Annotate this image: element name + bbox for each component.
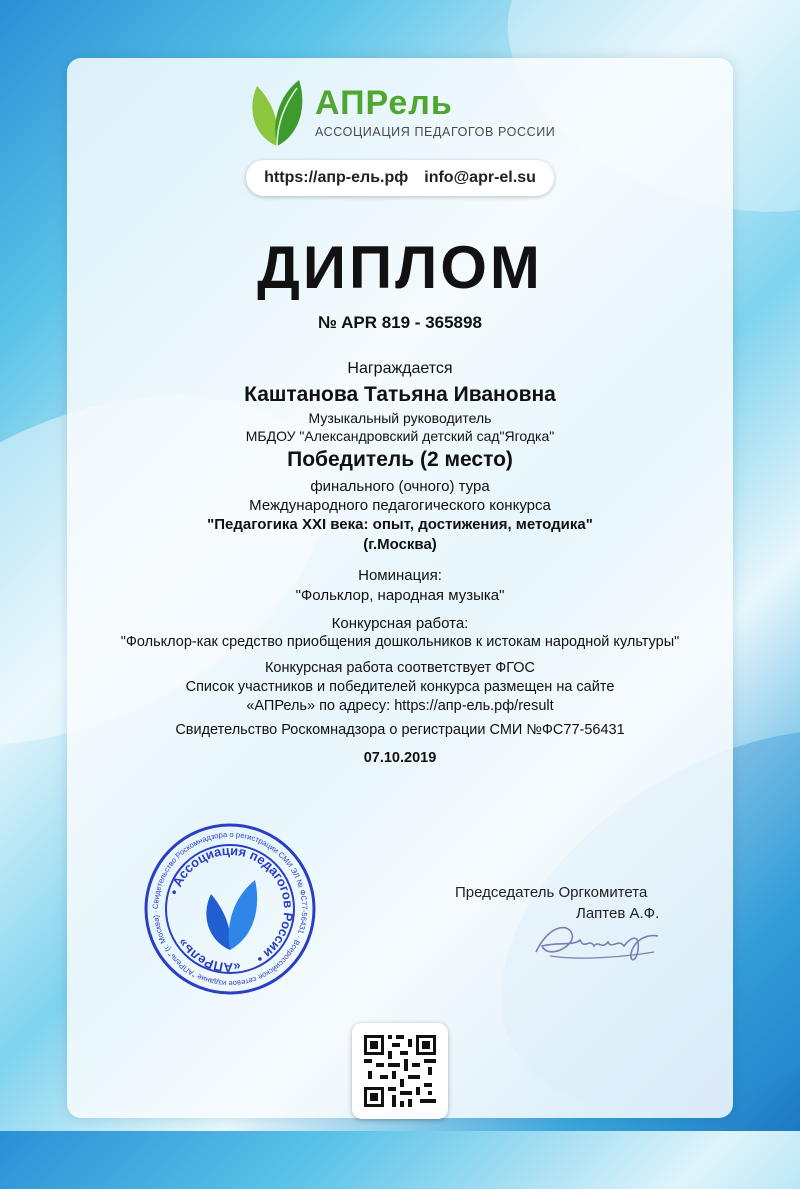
contest-city: (г.Москва) [363,536,437,553]
organization-stamp [143,822,317,996]
recipient-position: Музыкальный руководитель [308,410,492,426]
registration-statement: Свидетельство Роскомнадзора о регистрации СМИ №ФС77-56431 [175,722,625,738]
organization-logo [247,78,557,150]
organization-name: АПРель [315,84,453,122]
work-title: "Фольклор-как средство приобщения дошкольников к истокам народной культуры" [120,634,680,650]
signatory-name: Лаптев А.Ф. [576,905,660,922]
diploma-number: № APR 819 - 365898 [318,313,482,332]
contest-round: финального (очного) тура [310,478,490,495]
fgos-statement: Конкурсная работа соответствует ФГОС [264,660,536,676]
results-list-line2: «АПРель» по адресу: https://апр-ель.рф/result [246,698,554,714]
stamp-main-text: • Ассоциация педагогов России • [166,842,297,967]
nomination-value: "Фольклор, народная музыка" [295,587,505,604]
stamp-ring-text: Свидетельство Роскомнадзора о регистрации СМИ ЭЛ № ФС77-56431 · Всероссийское сетевое издание "АПРель" (г. Москва) · [150,829,310,989]
work-label: Конкурсная работа: [331,615,469,632]
leaf-logo-icon [247,78,307,148]
diploma-title: ДИПЛОМ [257,234,543,301]
signatory-role: Председатель Оргкомитета [455,884,648,901]
place-award: Победитель (2 место) [287,448,513,471]
stamp-leaf-icon [206,880,257,950]
results-list-line1: Список участников и победителей конкурса размещен на сайте [185,679,615,695]
email-link[interactable]: info@apr-el.su [424,169,536,186]
nomination-label: Номинация: [358,567,442,584]
diploma-date: 07.10.2019 [363,750,437,766]
recipient-name: Каштанова Татьяна Ивановна [244,383,556,406]
stamp-brand-text: «АПРель» [174,935,242,976]
handwritten-signature [528,916,668,968]
recipient-institution: МБДОУ "Александровский детский сад"Ягодка" [245,428,555,444]
organization-subtitle: АССОЦИАЦИЯ ПЕДАГОГОВ РОССИИ [315,125,556,139]
qr-code-frame[interactable] [352,1023,448,1119]
awarded-label: Награждается [347,360,453,377]
qr-code-icon [364,1035,436,1107]
contest-type: Международного педагогического конкурса [249,497,551,514]
contacts-pill [246,160,554,196]
contest-name: "Педагогика XXI века: опыт, достижения, методика" [207,516,593,533]
website-link[interactable]: https://апр-ель.рф [264,169,409,186]
